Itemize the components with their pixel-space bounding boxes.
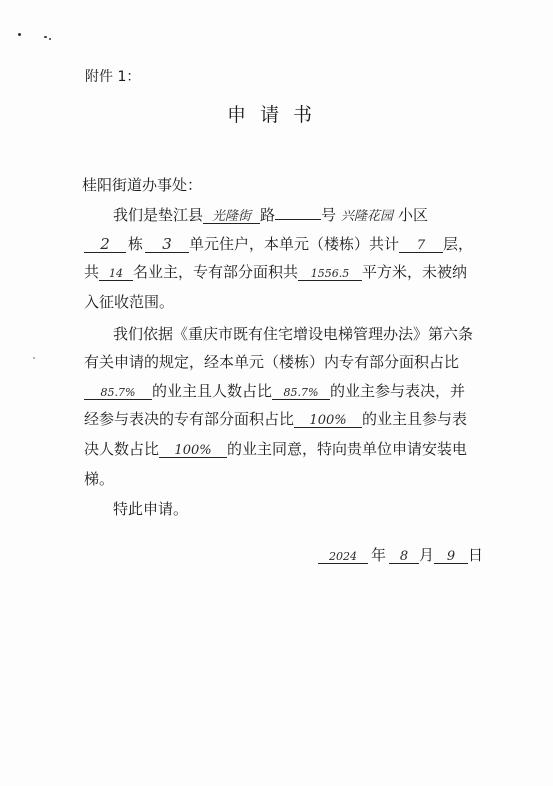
day-field bbox=[434, 545, 468, 564]
text-segment: 层， bbox=[443, 235, 474, 253]
para2-line3 bbox=[84, 381, 465, 401]
addressee: 桂阳街道办事处： bbox=[82, 176, 203, 194]
page-title: 申请书 bbox=[226, 104, 326, 126]
day-label: 日 bbox=[468, 546, 484, 564]
building-field bbox=[84, 234, 126, 253]
text-segment: 单元住户，本单元（楼栋）共计 bbox=[189, 235, 400, 253]
text-segment: 的业主且参与表 bbox=[362, 410, 468, 428]
vote-area-ratio-handwriting: 100% bbox=[309, 413, 347, 428]
scan-speck bbox=[49, 38, 51, 40]
floors-field bbox=[399, 234, 443, 253]
scan-speck bbox=[44, 36, 47, 38]
text-segment: 决人数占比 bbox=[84, 440, 160, 458]
text-segment: 共 bbox=[84, 263, 100, 281]
owners-field bbox=[99, 262, 133, 281]
scan-speck bbox=[18, 33, 21, 36]
para1-line4: 入征收范围。 bbox=[84, 293, 175, 311]
year-field bbox=[318, 545, 368, 564]
scan-speck bbox=[33, 357, 35, 359]
street-field bbox=[203, 205, 260, 224]
para1-line2 bbox=[84, 234, 473, 254]
date-line bbox=[318, 545, 483, 565]
area-ratio-field bbox=[84, 381, 152, 400]
area-field bbox=[298, 262, 362, 281]
month-label: 月 bbox=[419, 546, 435, 564]
floors-handwriting: 7 bbox=[416, 238, 426, 253]
vote-people-ratio-handwriting: 100% bbox=[174, 443, 212, 458]
vote-area-ratio-field bbox=[294, 409, 362, 428]
text-segment: 的业主参与表决，并 bbox=[330, 382, 466, 400]
area-handwriting: 1556.5 bbox=[310, 267, 350, 280]
month-field bbox=[389, 545, 419, 564]
people-ratio-handwriting: 85.7% bbox=[283, 386, 319, 399]
text-segment: 我们是垫江县 bbox=[113, 206, 204, 224]
text-segment: 的业主且人数占比 bbox=[152, 382, 273, 400]
unit-field bbox=[145, 234, 189, 253]
community-handwriting: 兴隆花园 bbox=[341, 209, 394, 224]
text-segment: 平方米，未被纳 bbox=[362, 263, 468, 281]
para2-line6: 梯。 bbox=[84, 470, 115, 488]
unit-handwriting: 3 bbox=[162, 235, 172, 253]
para1-line3 bbox=[84, 262, 467, 282]
area-ratio-handwriting: 85.7% bbox=[100, 386, 136, 399]
text-segment: 的业主同意，特向贵单位申请安装电 bbox=[227, 440, 468, 458]
para2-line1: 我们依据《重庆市既有住宅增设电梯管理办法》第六条 bbox=[113, 325, 474, 343]
para2-line5 bbox=[84, 439, 467, 459]
text-segment: 号 bbox=[321, 206, 337, 224]
text-segment: 路 bbox=[260, 206, 276, 224]
text-segment: 经参与表决的专有部分面积占比 bbox=[84, 410, 295, 428]
day-handwriting: 9 bbox=[446, 549, 456, 564]
year-label: 年 bbox=[371, 546, 387, 564]
owners-handwriting: 14 bbox=[109, 267, 124, 280]
street-handwriting: 光隆街 bbox=[212, 209, 252, 224]
para2-line4 bbox=[84, 409, 467, 429]
month-handwriting: 8 bbox=[399, 549, 409, 564]
text-segment: 栋 bbox=[128, 235, 144, 253]
year-handwriting: 2024 bbox=[329, 550, 357, 563]
text-segment: 名业主，专有部分面积共 bbox=[133, 263, 299, 281]
community-field bbox=[336, 205, 398, 224]
building-handwriting: 2 bbox=[100, 235, 110, 253]
road-number-field bbox=[275, 201, 321, 220]
people-ratio-field bbox=[272, 381, 330, 400]
closing-text: 特此申请。 bbox=[113, 500, 189, 518]
text-segment: 小区 bbox=[398, 206, 429, 224]
attachment-label: 附件 1： bbox=[85, 69, 141, 85]
para2-line2: 有关申请的规定，经本单元（楼栋）内专有部分面积占比 bbox=[84, 353, 460, 371]
para1-line1 bbox=[113, 201, 428, 225]
vote-people-ratio-field bbox=[159, 439, 227, 458]
